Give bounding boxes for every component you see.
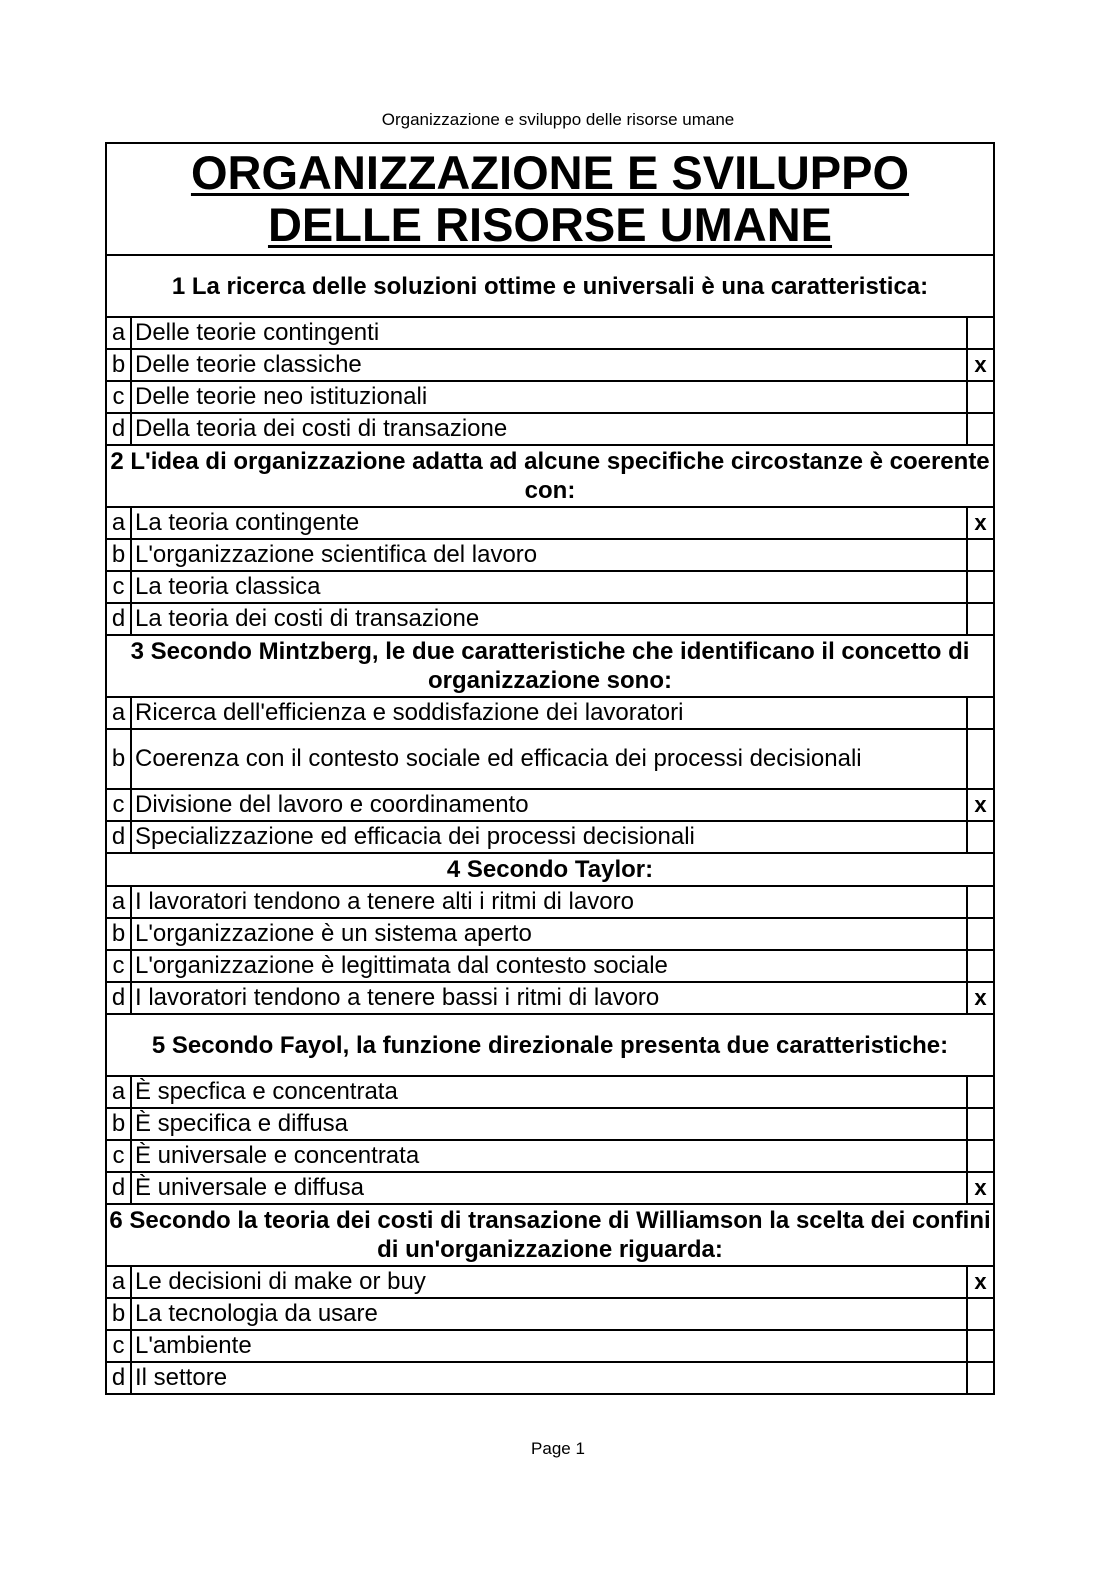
answer-row	[106, 603, 994, 635]
answer-text: L'organizzazione è legittimata dal contesto sociale	[131, 950, 967, 982]
question-4-text: 4 Secondo Taylor:	[106, 853, 994, 886]
question-row	[106, 255, 994, 317]
answer-row	[106, 821, 994, 853]
question-row	[106, 1014, 994, 1076]
answer-text: L'organizzazione scientifica del lavoro	[131, 539, 967, 571]
answer-letter: b	[106, 539, 131, 571]
answer-text: È universale e diffusa	[131, 1172, 967, 1204]
question-1-text: 1 La ricerca delle soluzioni ottime e universali è una caratteristica:	[106, 255, 994, 317]
answer-letter: a	[106, 1076, 131, 1108]
answer-letter: d	[106, 413, 131, 445]
answer-mark[interactable]: x	[967, 507, 994, 539]
answer-row	[106, 1362, 994, 1394]
question-row	[106, 1204, 994, 1266]
answer-text: Divisione del lavoro e coordinamento	[131, 789, 967, 821]
answer-letter: c	[106, 571, 131, 603]
quiz-table	[105, 142, 995, 1395]
answer-mark[interactable]	[967, 1330, 994, 1362]
answer-letter: d	[106, 1362, 131, 1394]
answer-row	[106, 918, 994, 950]
answer-row	[106, 729, 994, 789]
question-2-text: 2 L'idea di organizzazione adatta ad alcune specifiche circostanze è coerente con:	[106, 445, 994, 507]
answer-letter: c	[106, 950, 131, 982]
answer-row	[106, 697, 994, 729]
answer-letter: a	[106, 697, 131, 729]
answer-letter: c	[106, 381, 131, 413]
answer-text: Specializzazione ed efficacia dei processi decisionali	[131, 821, 967, 853]
answer-row	[106, 539, 994, 571]
answer-mark[interactable]	[967, 1298, 994, 1330]
answer-letter: b	[106, 918, 131, 950]
answer-text: È universale e concentrata	[131, 1140, 967, 1172]
answer-mark[interactable]	[967, 603, 994, 635]
question-6-text: 6 Secondo la teoria dei costi di transazione di Williamson la scelta dei confini di un'organizzazione riguarda:	[106, 1204, 994, 1266]
answer-text: La tecnologia da usare	[131, 1298, 967, 1330]
answer-row	[106, 789, 994, 821]
question-3-text: 3 Secondo Mintzberg, le due caratteristiche che identificano il concetto di organizzazione sono:	[106, 635, 994, 697]
answer-text: Della teoria dei costi di transazione	[131, 413, 967, 445]
answer-text: La teoria dei costi di transazione	[131, 603, 967, 635]
answer-row	[106, 381, 994, 413]
answer-text: I lavoratori tendono a tenere alti i ritmi di lavoro	[131, 886, 967, 918]
answer-row	[106, 413, 994, 445]
answer-letter: d	[106, 821, 131, 853]
answer-mark[interactable]: x	[967, 1266, 994, 1298]
answer-letter: c	[106, 789, 131, 821]
answer-text: Delle teorie contingenti	[131, 317, 967, 349]
answer-mark[interactable]	[967, 539, 994, 571]
question-row	[106, 853, 994, 886]
answer-text: È specifica e diffusa	[131, 1108, 967, 1140]
answer-row	[106, 1298, 994, 1330]
answer-row	[106, 317, 994, 349]
answer-row	[106, 1108, 994, 1140]
answer-mark[interactable]: x	[967, 789, 994, 821]
answer-text: La teoria classica	[131, 571, 967, 603]
answer-row	[106, 1172, 994, 1204]
answer-row	[106, 1076, 994, 1108]
answer-mark[interactable]	[967, 950, 994, 982]
answer-mark[interactable]	[967, 571, 994, 603]
answer-mark[interactable]	[967, 381, 994, 413]
answer-mark[interactable]	[967, 886, 994, 918]
answer-letter: b	[106, 729, 131, 789]
answer-row	[106, 950, 994, 982]
answer-mark[interactable]	[967, 1140, 994, 1172]
answer-mark[interactable]	[967, 821, 994, 853]
answer-row	[106, 982, 994, 1014]
answer-text: L'ambiente	[131, 1330, 967, 1362]
answer-letter: a	[106, 317, 131, 349]
answer-text: Il settore	[131, 1362, 967, 1394]
answer-mark[interactable]	[967, 1076, 994, 1108]
answer-row	[106, 1330, 994, 1362]
answer-text: Coerenza con il contesto sociale ed efficacia dei processi decisionali	[131, 729, 967, 789]
answer-text: Ricerca dell'efficienza e soddisfazione dei lavoratori	[131, 697, 967, 729]
title-line-1: ORGANIZZAZIONE E SVILUPPO	[190, 146, 910, 199]
answer-row	[106, 886, 994, 918]
question-row	[106, 445, 994, 507]
answer-mark[interactable]	[967, 413, 994, 445]
answer-mark[interactable]: x	[967, 982, 994, 1014]
answer-text: È specfica e concentrata	[131, 1076, 967, 1108]
title-line-2: DELLE RISORSE UMANE	[267, 198, 833, 251]
answer-text: Delle teorie neo istituzionali	[131, 381, 967, 413]
answer-row	[106, 507, 994, 539]
answer-letter: a	[106, 1266, 131, 1298]
answer-mark[interactable]	[967, 1108, 994, 1140]
answer-letter: d	[106, 603, 131, 635]
answer-letter: b	[106, 1298, 131, 1330]
answer-letter: a	[106, 886, 131, 918]
answer-letter: d	[106, 982, 131, 1014]
answer-mark[interactable]: x	[967, 349, 994, 381]
answer-letter: c	[106, 1140, 131, 1172]
answer-text: I lavoratori tendono a tenere bassi i ritmi di lavoro	[131, 982, 967, 1014]
answer-row	[106, 1140, 994, 1172]
answer-letter: d	[106, 1172, 131, 1204]
answer-letter: b	[106, 349, 131, 381]
answer-text: Delle teorie classiche	[131, 349, 967, 381]
question-5-text: 5 Secondo Fayol, la funzione direzionale presenta due caratteristiche:	[106, 1014, 994, 1076]
answer-row	[106, 349, 994, 381]
answer-text: La teoria contingente	[131, 507, 967, 539]
document-title	[106, 143, 994, 255]
answer-row	[106, 1266, 994, 1298]
question-row	[106, 635, 994, 697]
answer-mark[interactable]	[967, 697, 994, 729]
answer-letter: c	[106, 1330, 131, 1362]
answer-letter: a	[106, 507, 131, 539]
answer-row	[106, 571, 994, 603]
title-row	[106, 143, 994, 255]
answer-letter: b	[106, 1108, 131, 1140]
answer-text: Le decisioni di make or buy	[131, 1266, 967, 1298]
page-header: Organizzazione e sviluppo delle risorse umane	[381, 110, 735, 129]
answer-mark[interactable]	[967, 729, 994, 789]
answer-mark[interactable]	[967, 317, 994, 349]
answer-mark[interactable]: x	[967, 1172, 994, 1204]
answer-text: L'organizzazione è un sistema aperto	[131, 918, 967, 950]
answer-mark[interactable]	[967, 918, 994, 950]
answer-mark[interactable]	[967, 1362, 994, 1394]
page-footer: Page 1	[531, 1439, 585, 1458]
